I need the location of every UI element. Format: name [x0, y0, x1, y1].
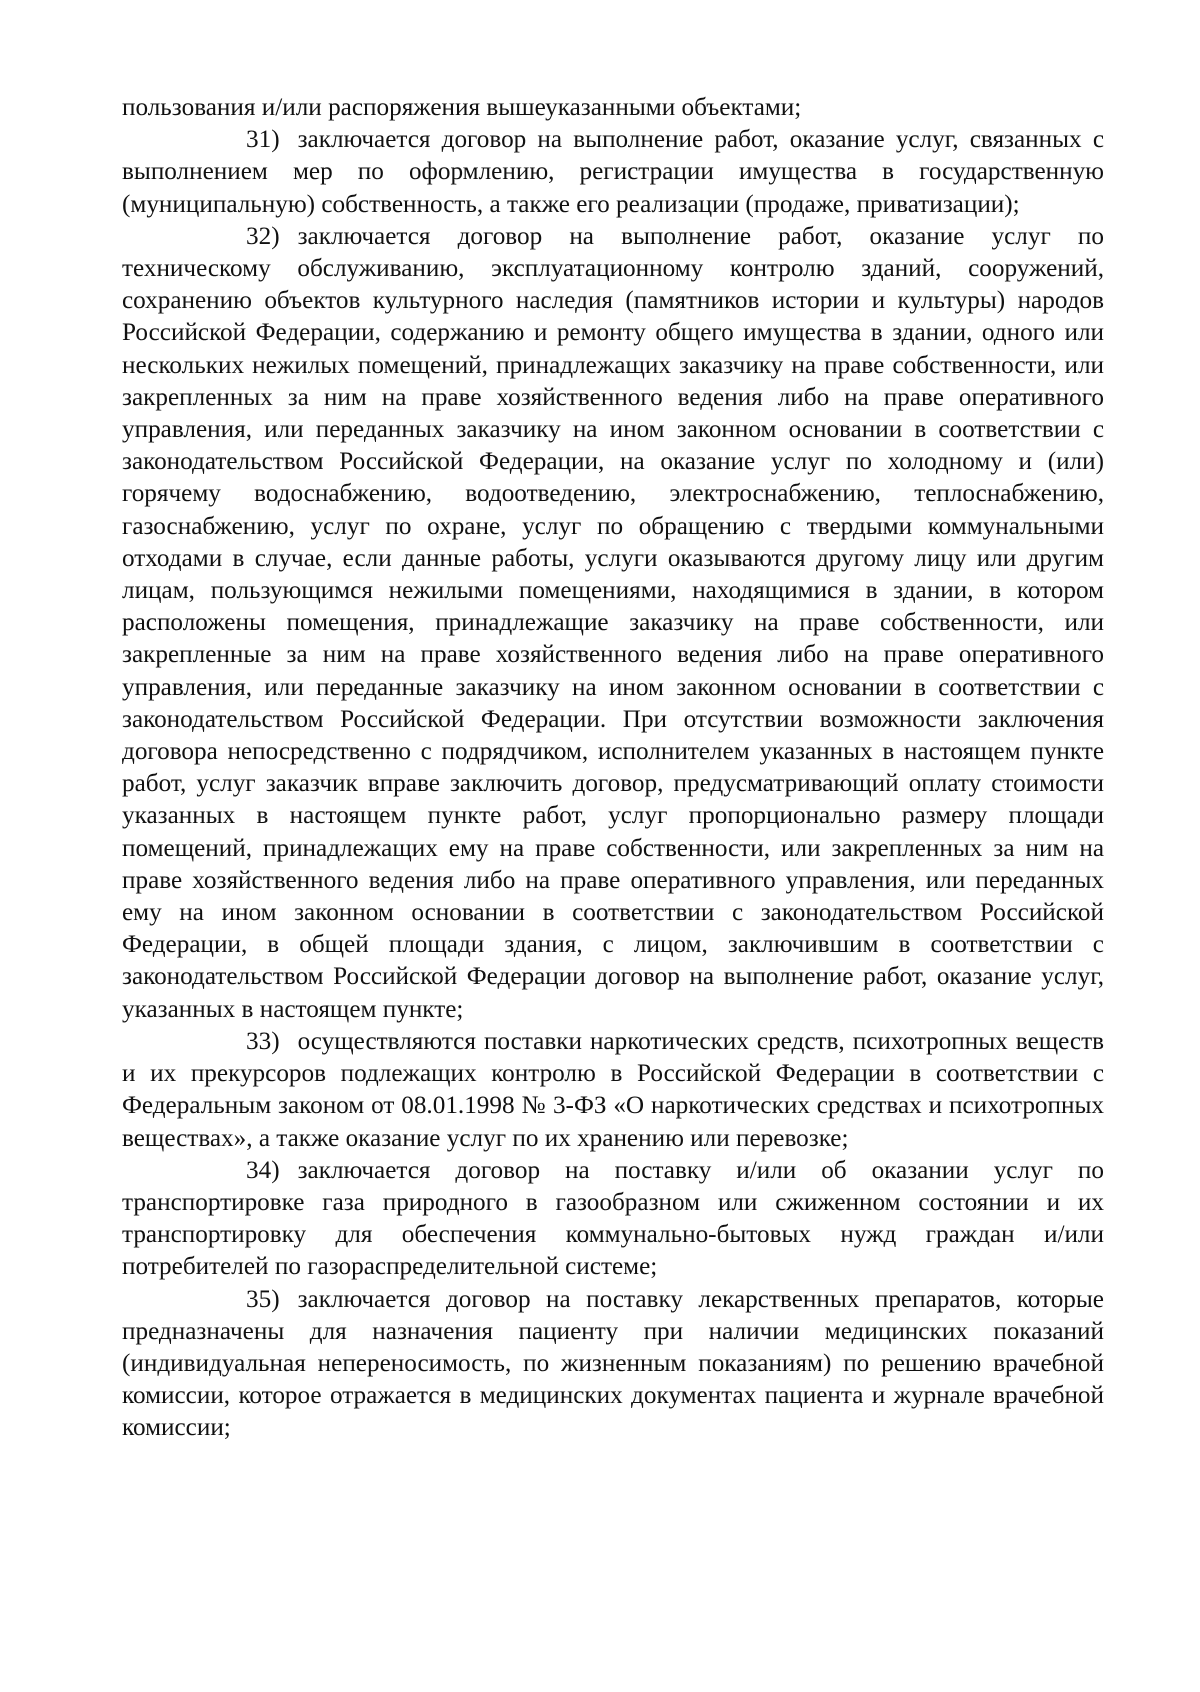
paragraph-item-32 — [122, 221, 1104, 1026]
item-number: 34) — [246, 1156, 280, 1184]
paragraph-text: осуществляются поставки наркотических средств, психотропных веществ и их прекурсоров подлежащих контролю в Российской Федерации в соответствии с Федеральным законом от 08.01.1998 № 3-ФЗ «О наркотических средствах и психотропных веществах», а также оказание услуг по их хранению или перевозке; — [122, 1027, 1104, 1152]
paragraph-text: заключается договор на поставку и/или об оказании услуг по транспортировке газа природного в газообразном или сжиженном состоянии и их транспортировку для обеспечения коммунально-бытовых нужд граждан и/или потребителей по газораспределительной системе; — [122, 1156, 1104, 1281]
paragraph-text: пользования и/или распоряжения вышеуказанными объектами; — [122, 94, 802, 121]
document-body — [122, 92, 1104, 1445]
item-number: 32) — [246, 222, 280, 250]
paragraph-item-31 — [122, 124, 1104, 221]
item-number: 31) — [246, 126, 280, 154]
item-number: 33) — [246, 1027, 280, 1055]
paragraph-text: заключается договор на поставку лекарственных препаратов, которые предназначены для назначения пациенту при наличии медицинских показаний (индивидуальная непереносимость, по жизненным показаниям) по решению врачебной комиссии, которое отражается в медицинских документах пациента и журнале врачебной комиссии; — [122, 1285, 1104, 1442]
paragraph-item-35 — [122, 1284, 1104, 1445]
item-number: 35) — [246, 1285, 280, 1313]
paragraph-continuation — [122, 92, 1104, 124]
paragraph-item-34 — [122, 1155, 1104, 1284]
paragraph-item-33 — [122, 1026, 1104, 1155]
paragraph-text: заключается договор на выполнение работ, оказание услуг, связанных с выполнением мер по оформлению, регистрации имущества в государственную (муниципальную) собственность, а также его реализации (продаже, приватизации); — [122, 126, 1104, 218]
paragraph-text: заключается договор на выполнение работ, оказание услуг по техническому обслуживанию, эксплуатационному контролю зданий, сооружений, сохранению объектов культурного наследия (памятников истории и культуры) народов Российской Федерации, содержанию и ремонту общего имущества в здании, одного или нескольких нежилых помещений, принадлежащих заказчику на праве собственности, или закрепленных за ним на праве хозяйственного ведения либо на праве оперативного управления, или переданных заказчику на ином законном основании в соответствии с законодательством Российской Федерации, на оказание услуг по холодному и (или) горячему водоснабжению, водоотведению, электроснабжению, теплоснабжению, газоснабжению, услуг по охране, услуг по обращению с твердыми коммунальными отходами в случае, если данные работы, услуги оказываются другому лицу или другим лицам, пользующимся нежилыми помещениями, находящимися в здании, в котором расположены помещения, принадлежащие заказчику на праве собственности, или закрепленные за ним на праве хозяйственного ведения либо на праве оперативного управления, или переданные заказчику на ином законном основании в соответствии с законодательством Российской Федерации. При отсутствии возможности заключения договора непосредственно с подрядчиком, исполнителем указанных в настоящем пункте работ, услуг заказчик вправе заключить договор, предусматривающий оплату стоимости указанных в настоящем пункте работ, услуг пропорционально размеру площади помещений, принадлежащих ему на праве собственности, или закрепленных за ним на праве хозяйственного ведения либо на праве оперативного управления, или переданных ему на ином законном основании в соответствии с законодательством Российской Федерации, в общей площади здания, с лицом, заключившим в соответствии с законодательством Российской Федерации договор на выполнение работ, оказание услуг, указанных в настоящем пункте; — [122, 222, 1104, 1023]
